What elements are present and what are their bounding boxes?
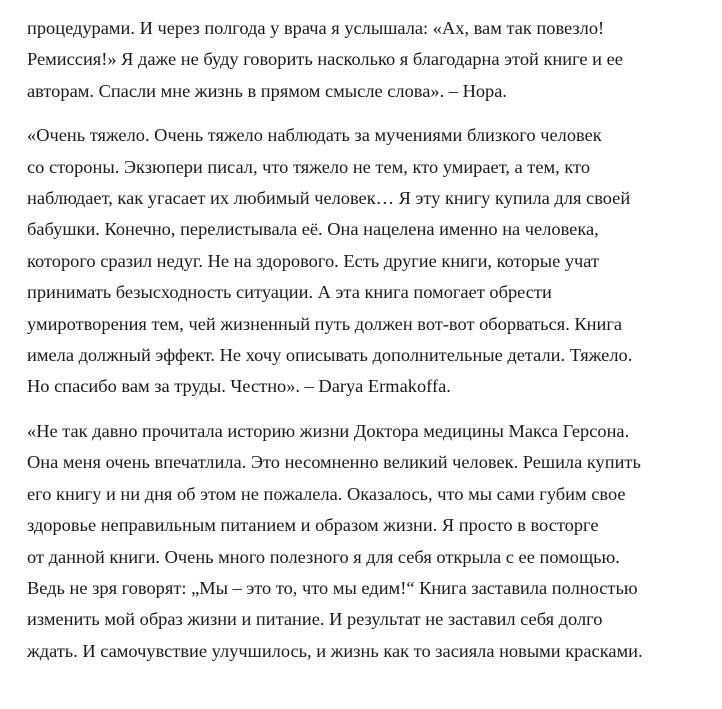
- text-line: «Очень тяжело. Очень тяжело наблюдать за мучениями близкого человек: [27, 125, 602, 146]
- document-body: [27, 13, 717, 680]
- text-line: здоровье неправильным питанием и образом жизни. Я просто в восторге: [27, 515, 599, 536]
- text-line: Но спасибо вам за труды. Честно». – Darya Ermakoffa.: [27, 376, 451, 397]
- review-paragraph-darya: [27, 120, 717, 403]
- text-line: принимать безысходность ситуации. А эта книга помогает обрести: [27, 282, 552, 303]
- text-line: Ведь не зря говорят: „Мы – это то, что мы едим!“ Книга заставила полностью: [27, 577, 638, 598]
- text-line: со стороны. Экзюпери писал, что тяжело не тем, кто умирает, а тем, кто: [27, 156, 591, 177]
- text-line: его книгу и ни дня об этом не пожалела. Оказалось, что мы сами губим свое: [27, 483, 626, 504]
- text-line: наблюдает, как угасает их любимый человек… Я эту книгу купила для своей: [27, 188, 631, 209]
- text-line: которого сразил недуг. Не на здорового. Есть другие книги, которые учат: [27, 250, 600, 271]
- text-line: от данной книги. Очень много полезного я для себя открыла с ее помощью.: [27, 546, 620, 567]
- review-paragraph-gerson: [27, 416, 717, 667]
- text-line: Ремиссия!» Я даже не буду говорить насколько я благодарна этой книге и ее: [27, 49, 623, 70]
- text-line: умиротворения тем, чей жизненный путь должен вот-вот оборваться. Книга: [27, 313, 623, 334]
- text-line: авторам. Спасли мне жизнь в прямом смысле слова». – Нора.: [27, 80, 508, 101]
- text-line: Она меня очень впечатлила. Это несомненно великий человек. Решила купить: [27, 452, 641, 473]
- text-line: имела должный эффект. Не хочу описывать дополнительные детали. Тяжело.: [27, 345, 633, 366]
- review-paragraph-nora: [27, 13, 717, 107]
- text-line: «Не так давно прочитала историю жизни Доктора медицины Макса Герсона.: [27, 420, 630, 441]
- text-line: изменить мой образ жизни и питание. И результат не заставил себя долго: [27, 609, 603, 630]
- text-line: бабушки. Конечно, перелистывала её. Она нацелена именно на человека,: [27, 219, 599, 240]
- text-line: процедурами. И через полгода у врача я услышала: «Ах, вам так повезло!: [27, 18, 605, 38]
- text-line: ждать. И самочувствие улучшилось, и жизнь как то засияла новыми красками.: [27, 640, 643, 661]
